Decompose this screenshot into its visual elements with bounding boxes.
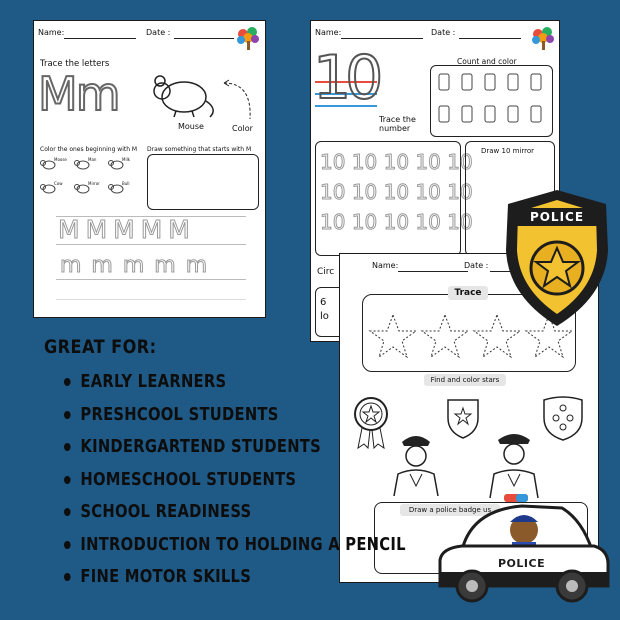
shield-badge-icon-2 (540, 394, 586, 442)
trace-lower-m: mmmmm (60, 253, 218, 278)
name-label: Name: (372, 261, 399, 270)
mouse-word-5: Mirror (88, 181, 100, 186)
color-instruction: Color the ones beginning with M (40, 146, 138, 153)
trace-title-pill (448, 286, 488, 300)
trace-10-row-2: 10 10 10 10 10 (320, 180, 473, 204)
mouse-word-4: Cow (54, 181, 63, 186)
date-label: Date : (146, 28, 171, 37)
trace-title: Trace the letters (40, 59, 110, 69)
circle-label: Circ (317, 267, 335, 277)
name-line (64, 38, 136, 39)
mouse-label: Mouse (178, 122, 204, 131)
draw-box[interactable] (147, 154, 259, 210)
date-line (174, 38, 234, 39)
date-label: Date : (431, 28, 456, 37)
name-label: Name: (315, 28, 342, 37)
benefits-title: GREAT FOR: (44, 336, 157, 358)
benefit-item: FINE MOTOR SKILLS (64, 561, 406, 594)
badge-label: POLICE (529, 210, 585, 224)
guide-line-3 (56, 279, 246, 280)
mouse-word-3: Milk (122, 157, 130, 162)
benefit-item: EARLY LEARNERS (64, 366, 406, 399)
milk-bottles (431, 66, 552, 136)
circle-digits: 6 lo (320, 297, 329, 322)
trace-10-box (315, 141, 473, 256)
benefit-item: KINDERGARTEND STUDENTS (64, 431, 406, 464)
mouse-word-6: Bull (122, 181, 130, 186)
mouse-word-2: Man (88, 157, 97, 162)
car-label: POLICE (498, 557, 546, 570)
color-label: Color (232, 124, 253, 133)
guide-line-4 (56, 299, 246, 300)
name-label: Name: (38, 28, 65, 37)
mouse-word-1: Moose (54, 157, 67, 162)
trace-number-label: Trace the number (379, 115, 416, 133)
date-line (459, 38, 521, 39)
date-label: Date : (464, 261, 489, 270)
trace-upper-m: MMMMM (58, 215, 196, 244)
mice-grid (40, 155, 140, 205)
benefits-list (44, 336, 481, 594)
guide-line-2 (56, 244, 246, 245)
tree-logo-icon (234, 24, 262, 52)
stars-title: Find and color stars (430, 376, 500, 384)
big-number-10: 10 (313, 43, 378, 113)
benefit-item: PRESHCOOL STUDENTS (64, 399, 406, 432)
police-officer-man (486, 428, 542, 498)
trace-10-row-3: 10 10 10 10 10 (320, 210, 473, 234)
mouse-picture (148, 69, 220, 119)
trace-10-row-1: 10 10 10 10 10 (320, 150, 473, 174)
trace-title: Trace (454, 288, 482, 298)
police-badge-icon (498, 186, 616, 330)
benefit-item: INTRODUCTION TO HOLDING A PENCIL (64, 529, 406, 562)
worksheet-letter-m (33, 20, 266, 318)
benefit-item: HOMESCHOOL STUDENTS (64, 464, 406, 497)
big-letters-mm: Mm (38, 67, 119, 121)
badge-prompt: Draw a police badge us (408, 506, 492, 514)
benefits-items (64, 366, 481, 594)
benefit-item: SCHOOL READINESS (64, 496, 406, 529)
tree-logo-icon (529, 24, 557, 52)
mirror-title: Draw 10 mirror (481, 147, 535, 155)
name-line (398, 271, 468, 272)
count-box (430, 65, 553, 137)
dashed-arrow (220, 77, 260, 123)
count-title: Count and color (457, 57, 517, 66)
name-line (341, 38, 423, 39)
draw-instruction: Draw something that starts with M (147, 146, 252, 153)
